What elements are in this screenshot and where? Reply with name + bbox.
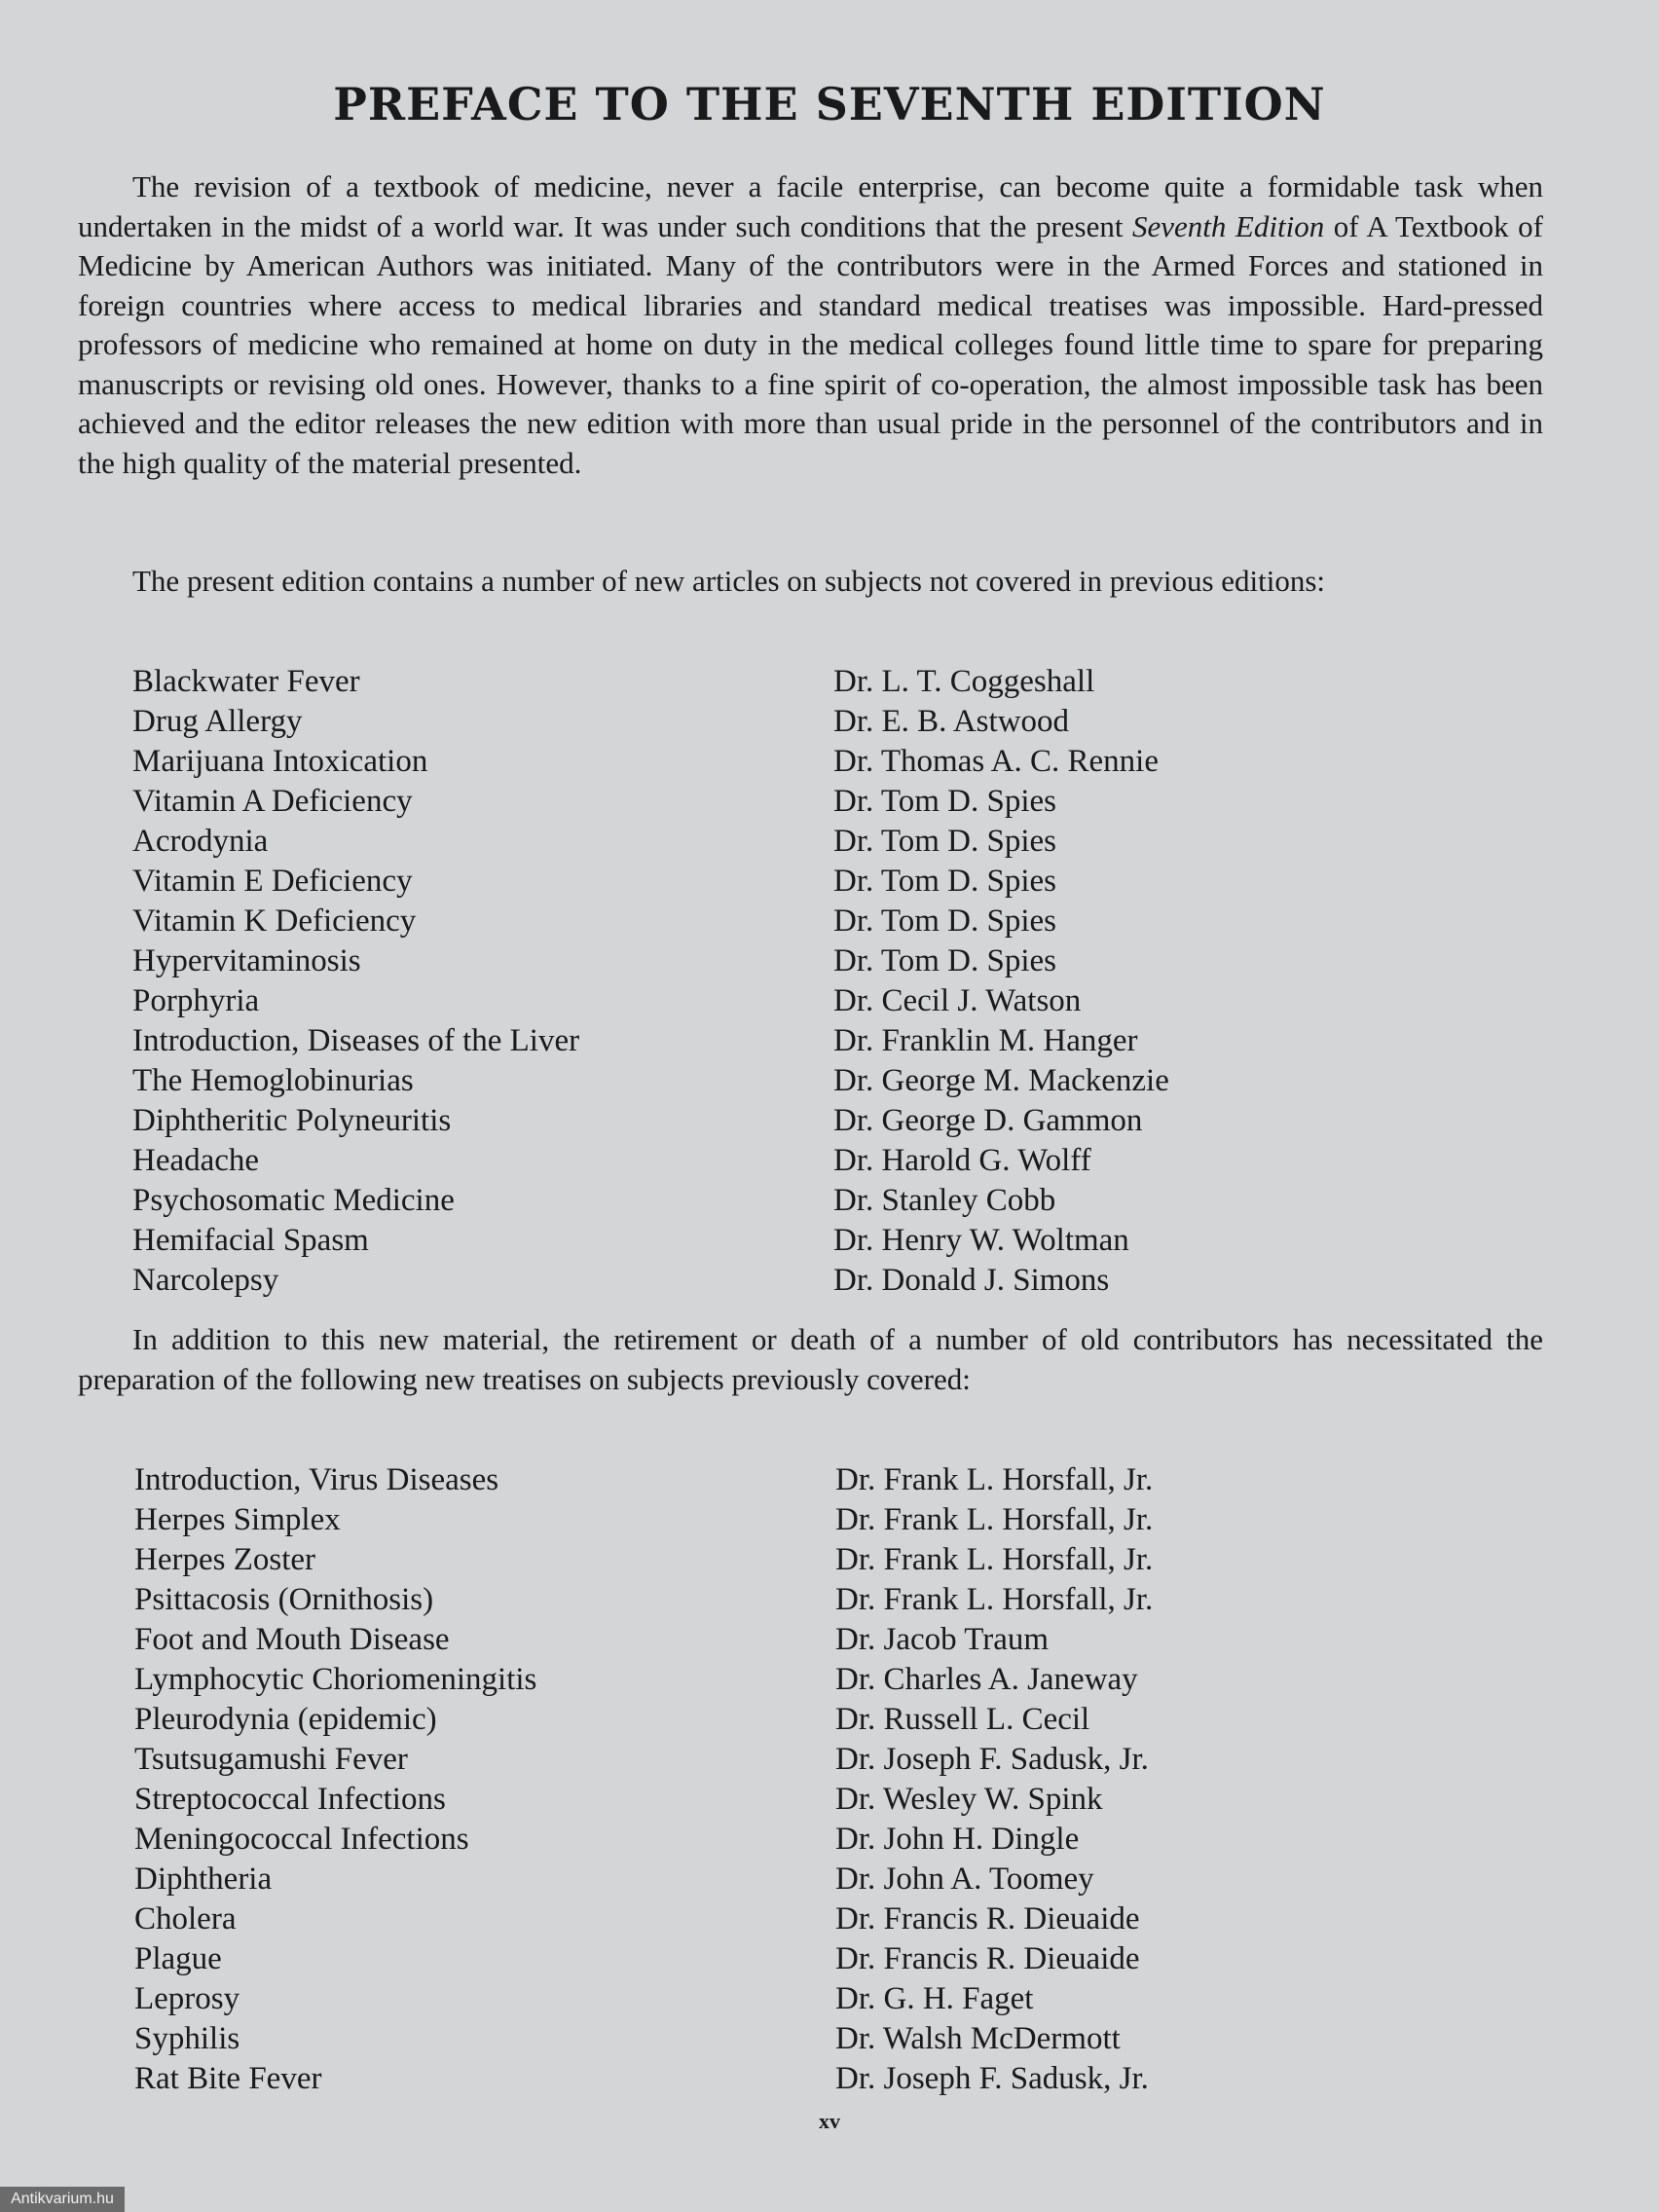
list-item [134,1820,1546,1860]
watermark: Antikvarium.hu [0,2187,125,2212]
list-item-author: Dr. Walsh McDermott [835,2021,1121,2056]
list-item [134,1460,1546,1500]
list-item-author: Dr. Jacob Traum [835,1622,1050,1657]
list-item-author: Dr. Tom D. Spies [833,784,1057,819]
list-item-topic: Syphilis [134,2021,240,2056]
list-item-topic: Meningococcal Infections [134,1822,469,1857]
list-item [134,1620,1546,1660]
list-item-author: Dr. Frank L. Horsfall, Jr. [835,1542,1154,1577]
page-number: xv [819,2109,840,2133]
list-item [132,862,1544,902]
new-treatises-list [134,1460,1546,2099]
list-item [134,2059,1546,2099]
list-item-topic: Leprosy [134,1981,240,2016]
list-item-topic: Vitamin E Deficiency [132,864,413,899]
list-item-topic: The Hemoglobinurias [132,1063,414,1098]
list-item-author: Dr. Wesley W. Spink [835,1782,1103,1817]
list-item-author: Dr. Tom D. Spies [833,903,1057,939]
list-item [132,1221,1544,1261]
list-item-author: Dr. G. H. Faget [835,1981,1034,2016]
list-item-author: Dr. Thomas A. C. Rennie [833,744,1159,779]
list-item-author: Dr. L. T. Coggeshall [833,664,1095,699]
list-item [132,941,1544,981]
list-item-topic: Diphtheritic Polyneuritis [132,1103,452,1138]
list-item-topic: Herpes Simplex [134,1502,341,1537]
new-articles-intro [78,562,1543,602]
intro-text-start: The revision of a textbook of medicine, never a facile enterprise, can become quite a formidable task when undertaken in the midst of a world war. It was under such conditions that the present [78,169,1543,243]
list-item [132,1181,1544,1221]
list-item-author: Dr. Henry W. Woltman [833,1223,1129,1258]
list-item-author: Dr. Cecil J. Watson [833,983,1082,1018]
new-articles-intro-text: The present edition contains a number of new articles on subjects not covered in previous editions: [132,564,1326,598]
list-item-topic: Narcolepsy [132,1263,279,1298]
list-item-topic: Vitamin A Deficiency [132,784,413,819]
list-item-author: Dr. Joseph F. Sadusk, Jr. [835,1742,1149,1777]
list-item [132,1061,1544,1101]
new-articles-list [132,662,1544,1301]
list-item-author: Dr. Charles A. Janeway [835,1662,1138,1697]
list-item-topic: Headache [132,1143,260,1178]
list-item-topic: Tsutsugamushi Fever [134,1742,408,1777]
list-item [134,1740,1546,1780]
list-item [132,782,1544,822]
list-item-topic: Lymphocytic Choriomeningitis [134,1662,537,1697]
list-item [132,822,1544,862]
list-item-author: Dr. Frank L. Horsfall, Jr. [835,1502,1154,1537]
list-item-author: Dr. Tom D. Spies [833,864,1057,899]
list-item [134,1500,1546,1540]
new-treatises-intro [78,1320,1543,1399]
list-item-author: Dr. Russell L. Cecil [835,1702,1090,1737]
list-item [134,1780,1546,1820]
list-item-author: Dr. Franklin M. Hanger [833,1023,1138,1058]
page-title: PREFACE TO THE SEVENTH EDITION [333,78,1326,130]
list-item [134,1660,1546,1700]
list-item-topic: Foot and Mouth Disease [134,1622,450,1657]
list-item-topic: Hypervitaminosis [132,943,361,978]
intro-paragraph [78,167,1543,483]
list-item [132,1141,1544,1181]
list-item-author: Dr. Harold G. Wolff [833,1143,1091,1178]
list-item-topic: Rat Bite Fever [134,2061,322,2096]
list-item-topic: Drug Allergy [132,704,303,739]
list-item-topic: Vitamin K Deficiency [132,903,417,939]
intro-text-italic: Seventh Edition [1132,208,1325,243]
list-item [132,702,1544,742]
list-item-author: Dr. Francis R. Dieuaide [835,1941,1140,1976]
list-item [132,981,1544,1021]
list-item-topic: Introduction, Virus Diseases [134,1462,499,1497]
list-item [134,2019,1546,2059]
list-item-topic: Plague [134,1941,222,1976]
list-item-topic: Psychosomatic Medicine [132,1183,455,1218]
intro-text-end: of A Textbook of Medicine by American Authors was initiated. Many of the contributors were in the Armed Forces and stationed in foreign countries where access to medical libraries and standard medical treatises was impossible. Hard-pressed professors of medicine who remained at home on duty in the medical colleges found little time to spare for preparing manuscripts or revising old ones. However, thanks to a fine spirit of co-operation, the almost impossible task has been achieved and the editor releases the new edition with more than usual pride in the personnel of the contributors and in the high quality of the material presented. [78,208,1543,480]
list-item-author: Dr. Tom D. Spies [833,824,1057,859]
list-item [132,1101,1544,1141]
list-item-author: Dr. Frank L. Horsfall, Jr. [835,1582,1154,1617]
list-item-author: Dr. George M. Mackenzie [833,1063,1169,1098]
list-item [134,1979,1546,2019]
list-item [132,1261,1544,1301]
list-item-topic: Diphtheria [134,1862,273,1897]
list-item-author: Dr. Tom D. Spies [833,943,1057,978]
list-item-topic: Cholera [134,1901,237,1936]
list-item-topic: Streptococcal Infections [134,1782,446,1817]
list-item [132,902,1544,941]
list-item-topic: Blackwater Fever [132,664,360,699]
list-item [134,1700,1546,1740]
list-item [134,1899,1546,1939]
list-item [134,1540,1546,1580]
list-item-author: Dr. Stanley Cobb [833,1183,1056,1218]
list-item-author: Dr. Frank L. Horsfall, Jr. [835,1462,1154,1497]
list-item-author: Dr. Francis R. Dieuaide [835,1901,1140,1936]
list-item-author: Dr. Donald J. Simons [833,1263,1110,1298]
list-item-author: Dr. E. B. Astwood [833,704,1070,739]
list-item [132,1021,1544,1061]
list-item-author: Dr. John H. Dingle [835,1822,1080,1857]
list-item [134,1939,1546,1979]
list-item [132,662,1544,702]
list-item [134,1860,1546,1899]
list-item-author: Dr. George D. Gammon [833,1103,1143,1138]
list-item [132,742,1544,782]
list-item-topic: Herpes Zoster [134,1542,316,1577]
list-item-topic: Porphyria [132,983,260,1018]
list-item [134,1580,1546,1620]
list-item-author: Dr. Joseph F. Sadusk, Jr. [835,2061,1149,2096]
list-item-topic: Hemifacial Spasm [132,1223,369,1258]
list-item-topic: Pleurodynia (epidemic) [134,1702,437,1737]
list-item-topic: Psittacosis (Ornithosis) [134,1582,434,1617]
list-item-topic: Introduction, Diseases of the Liver [132,1023,580,1058]
list-item-topic: Marijuana Intoxication [132,744,428,779]
list-item-topic: Acrodynia [132,824,269,859]
new-treatises-intro-text: In addition to this new material, the retirement or death of a number of old contributors has necessitated the preparation of the following new treatises on subjects previously covered: [78,1322,1543,1396]
list-item-author: Dr. John A. Toomey [835,1862,1094,1897]
